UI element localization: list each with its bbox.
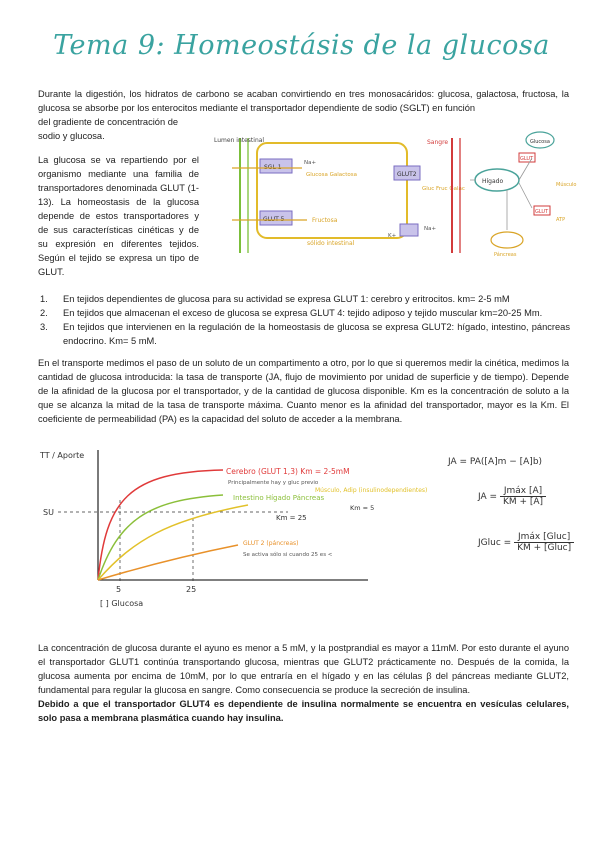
- equation-michaelis: [478, 486, 546, 507]
- x-axis-label: [ ] Glucosa: [100, 599, 144, 608]
- cerebro-label: Cerebro (GLUT 1,3) Km = 2-5mM: [226, 467, 350, 476]
- eq-jg-num: Jmáx [Gluc]: [514, 532, 574, 543]
- musculo-graph-label: Músculo, Adip (insulinodependientes): [315, 487, 428, 494]
- fructosa-label: Fructosa: [312, 217, 338, 224]
- list-item: 1. En tejidos dependientes de glucosa para su actividad se expresa GLUT 1: cerebro y eritrocitos. km= 2-5 mM: [40, 294, 510, 304]
- fasting-paragraph: La concentración de glucosa durante el ayuno es menor a 5 mM, y la postprandial es mayor a 11mM. Por esto durante el ayuno el transportador GLUT1 continúa transportando glucosa, mientras que GLUT2 prácticamente no. Después de la comida, la glucosa aumenta por encima de 10mM, por lo que entraría en el hígado y en las células β del páncreas mediante GLUT2, fundamental para regular la glucosa en sangre. Como consecuencia se produce la secreción de insulina.: [38, 643, 569, 695]
- intestinal-transport-diagram: [212, 128, 580, 260]
- na2-label: Na+: [424, 226, 437, 232]
- sangre-label: Sangre: [427, 139, 449, 146]
- eq-ja-num: Jmáx [A]: [500, 486, 546, 497]
- glut-box2: GLUT: [535, 209, 549, 215]
- intestino-label: Intestino Hígado Páncreas: [233, 494, 325, 502]
- k-label: K+: [388, 233, 397, 239]
- glucosa-diagram-label: Glucosa: [530, 139, 550, 145]
- gluc-frut-label: Gluc Fruc Galac: [422, 186, 465, 192]
- na-label: Na+: [304, 160, 317, 166]
- glut2-label: GLUT2: [397, 171, 417, 178]
- lumen-label: Lumen intestinal: [214, 137, 265, 144]
- saturation-graph: [38, 440, 470, 615]
- atp-label: ATP: [556, 217, 566, 223]
- glut2-graph-label: GLUT 2 (páncreas): [243, 540, 299, 547]
- x-tick-25: 25: [186, 585, 197, 594]
- solido-label: sólido intestinal: [307, 240, 355, 247]
- glut-box1: GLUT: [520, 156, 534, 162]
- x-tick-5: 5: [116, 585, 122, 594]
- transport-paragraph: En el transporte medimos el paso de un soluto de un compartimento a otro, por lo que si queremos medir la cinética, medimos la cantidad de glucosa introducida: la tasa de transporte (JA, flujo de movimiento por unidad de superficie y de tiempo). Depende de la afinidad de la glucosa por el transportador, y de la cantidad de glucosa disponible. Km es la concentración de soluto a la que se alcanza la mitad de la tasa de transporte máxima. Cuanto menor es la afinidad del transportador, mayor es la Km. El coeficiente de permeabilidad (PA) es la capacidad del soluto de acceder a la membrana.: [38, 358, 569, 424]
- higado-label: Hígado: [482, 178, 504, 185]
- musculo-label: Músculo: [556, 182, 577, 188]
- intro-paragraph: Durante la digestión, los hidratos de carbono se acaban convirtiendo en tres monosacáridos: glucosa, galactosa, fructosa, la glucosa se absorbe por los enterocitos mediante el transportador dependiente de sodio (SGLT) en función: [38, 89, 569, 113]
- list-item: 2. En tejidos que almacenan el exceso de glucosa se expresa GLUT 4: tejido adiposo y tejido muscular km=20-25 Mm.: [40, 308, 543, 318]
- km25-label: Km = 25: [276, 514, 307, 522]
- su-label: SU: [43, 508, 54, 517]
- glut-paragraph: La glucosa se va repartiendo por el organismo mediante una familia de transportadores denominada GLUT (1-13). La homeostasis de la glucosa depende de estos transportadores y de sus características cinéticas y de su expresión en diferentes tejidos. Según el tejido se expresa un tipo de GLUT.: [38, 155, 199, 277]
- list-item: 3. En tejidos que intervienen en la regulación de la homeostasis de glucosa se expresa GLUT2: hígado, intestino, páncreas endocrino. Km= 5 mM.: [40, 322, 570, 346]
- glut2-note: Se activa sólo si cuando 25 es <: [243, 552, 333, 558]
- intro-paragraph-cont: del gradiente de concentración de sodio y glucosa.: [38, 117, 179, 141]
- y-axis-label: TT / Aporte: [40, 451, 85, 460]
- eq-jg-den: KM + [Gluc]: [517, 543, 572, 553]
- eq-ja-lhs: JA =: [478, 492, 498, 502]
- equation-ja: JA = PA([A]m − [A]b): [448, 457, 543, 467]
- equation-gluc: [478, 532, 574, 553]
- glut5-label: GLUT 5: [263, 216, 285, 223]
- page-title: Tema 9: Homeostásis de la glucosa: [53, 30, 550, 61]
- km5-label: Km = 5: [350, 504, 375, 512]
- glut4-paragraph: Debido a que el transportador GLUT4 es dependiente de insulina normalmente se encuentra en vesículas celulares, solo pasa a membrana plasmática cuando hay insulina.: [38, 699, 569, 723]
- eq-jg-lhs: JGluc =: [478, 538, 512, 548]
- glucosa-galactosa-label: Glucosa Galactosa: [306, 172, 357, 178]
- sglt-label: SGL 1: [264, 164, 282, 171]
- cerebro-note: Principalmente hay y gluc previo: [228, 480, 319, 486]
- eq-ja-den: KM + [A]: [502, 497, 544, 507]
- glut-list: [40, 292, 570, 348]
- pancreas-label: Páncreas: [494, 252, 517, 258]
